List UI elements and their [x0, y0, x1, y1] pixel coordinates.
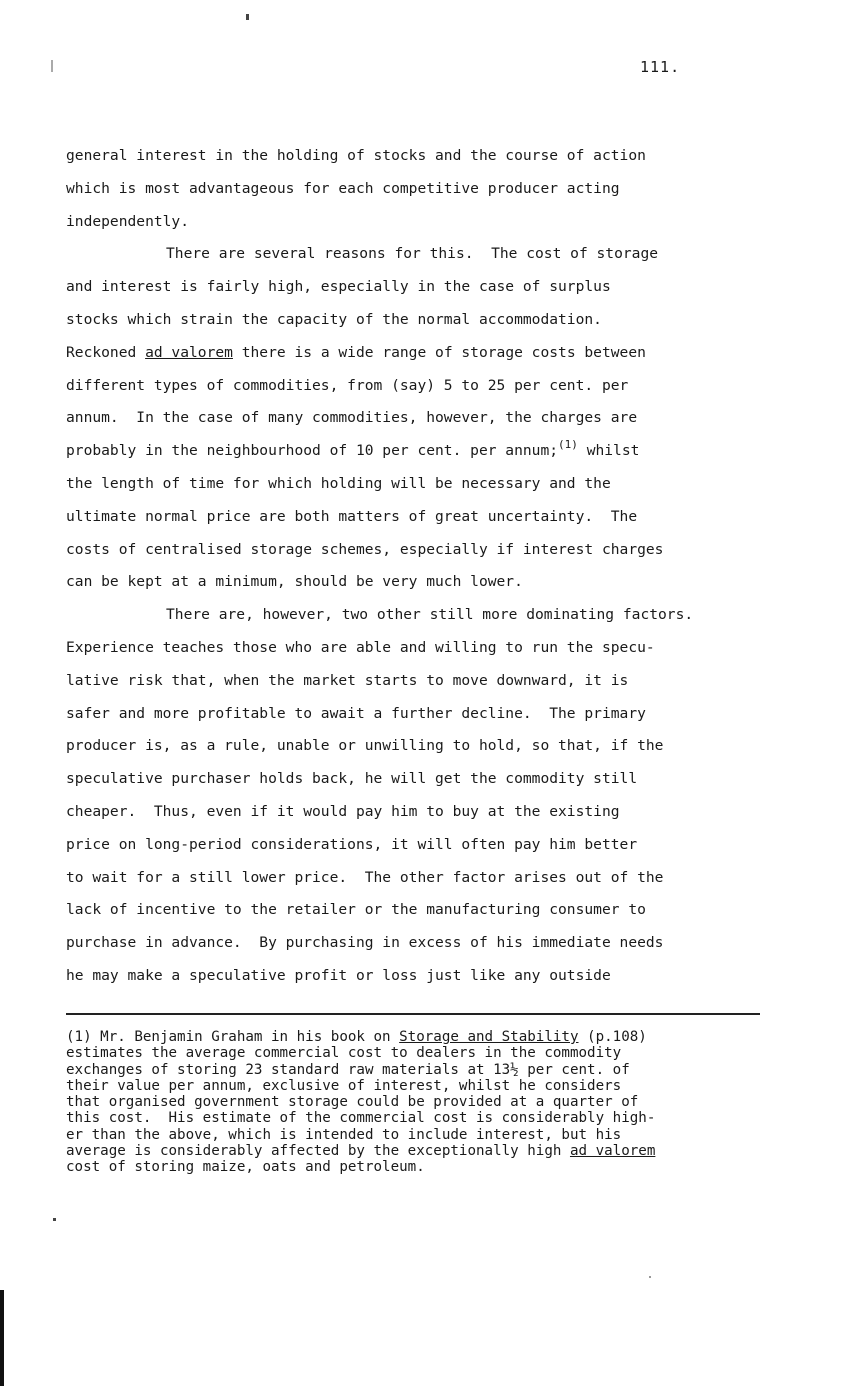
line-text: (p.108)	[578, 1029, 647, 1045]
footnote-line: their value per annum, exclusive of interest, whilst he considers	[66, 1077, 622, 1094]
body-line	[66, 435, 766, 468]
footnote-line	[66, 1143, 766, 1159]
line-text: Reckoned	[66, 343, 146, 361]
page-number: 111.	[640, 58, 681, 76]
body-line: independently.	[66, 212, 190, 230]
body-line: and interest is fairly high, especially in the case of surplus	[66, 278, 611, 296]
body-line: different types of commodities, from (say) 5 to 25 per cent. per	[66, 376, 629, 394]
footnote-line: exchanges of storing 23 standard raw materials at 13½ per cent. of	[66, 1061, 630, 1078]
body-line: Experience teaches those who are able and willing to run the specu-	[66, 638, 655, 656]
body-line: costs of centralised storage schemes, especially if interest charges	[66, 540, 664, 558]
body-line: purchase in advance. By purchasing in excess of his immediate needs	[66, 934, 664, 952]
scan-mark-left	[51, 60, 53, 72]
body-line: safer and more profitable to await a further decline. The primary	[66, 704, 646, 722]
footnote-line: cost of storing maize, oats and petroleum.	[66, 1159, 425, 1176]
body-line: he may make a speculative profit or loss just like any outside	[66, 966, 611, 984]
scan-mark-dot-right	[649, 1276, 651, 1278]
body-line: cheaper. Thus, even if it would pay him to buy at the existing	[66, 802, 620, 820]
line-text: average is considerably affected by the exceptionally high	[66, 1143, 570, 1160]
footnote-line: that organised government storage could be provided at a quarter of	[66, 1094, 639, 1111]
body-line: lack of incentive to the retailer or the manufacturing consumer to	[66, 901, 646, 919]
line-text: (1) Mr. Benjamin Graham in his book on	[66, 1029, 400, 1045]
body-line: lative risk that, when the market starts to move downward, it is	[66, 671, 629, 689]
body-line: to wait for a still lower price. The other factor arises out of the	[66, 868, 664, 886]
underlined-text: Storage and Stability	[399, 1029, 579, 1045]
underlined-text: ad valorem	[569, 1143, 656, 1160]
body-line: annum. In the case of many commodities, however, the charges are	[66, 409, 638, 427]
body-line: the length of time for which holding will be necessary and the	[66, 474, 611, 492]
body-line: producer is, as a rule, unable or unwilling to hold, so that, if the	[66, 737, 664, 755]
line-text: there is a wide range of storage costs between	[232, 343, 646, 361]
footnote-line: er than the above, which is intended to include interest, but his	[66, 1126, 622, 1143]
body-line: which is most advantageous for each competitive producer acting	[66, 179, 620, 197]
footnote-line	[66, 1029, 766, 1045]
body-line: stocks which strain the capacity of the normal accommodation.	[66, 310, 602, 328]
body-line	[66, 337, 766, 370]
footnote-line: estimates the average commercial cost to dealers in the commodity	[66, 1045, 622, 1062]
underlined-text: ad valorem	[145, 343, 233, 361]
scan-edge-bar	[0, 1290, 4, 1386]
body-line: speculative purchaser holds back, he will get the commodity still	[66, 770, 638, 788]
body-line: general interest in the holding of stocks and the course of action	[66, 147, 646, 164]
footnote	[66, 1029, 766, 1176]
footnote-ref: (1)	[558, 438, 578, 452]
line-text: probably in the neighbourhood of 10 per cent. per annum;	[66, 442, 559, 460]
body-line: There are several reasons for this. The cost of storage	[166, 245, 659, 263]
body-text	[66, 140, 766, 993]
body-line: There are, however, two other still more dominating factors.	[166, 606, 694, 624]
body-line: price on long-period considerations, it will often pay him better	[66, 835, 638, 853]
footnote-rule	[66, 1013, 760, 1015]
footnote-line: this cost. His estimate of the commercial cost is considerably high-	[66, 1110, 656, 1127]
scan-mark-top	[246, 14, 249, 20]
line-text: whilst	[577, 442, 640, 460]
body-line: ultimate normal price are both matters of great uncertainty. The	[66, 507, 638, 525]
scan-mark-dot	[53, 1218, 56, 1221]
body-line: can be kept at a minimum, should be very much lower.	[66, 573, 523, 591]
